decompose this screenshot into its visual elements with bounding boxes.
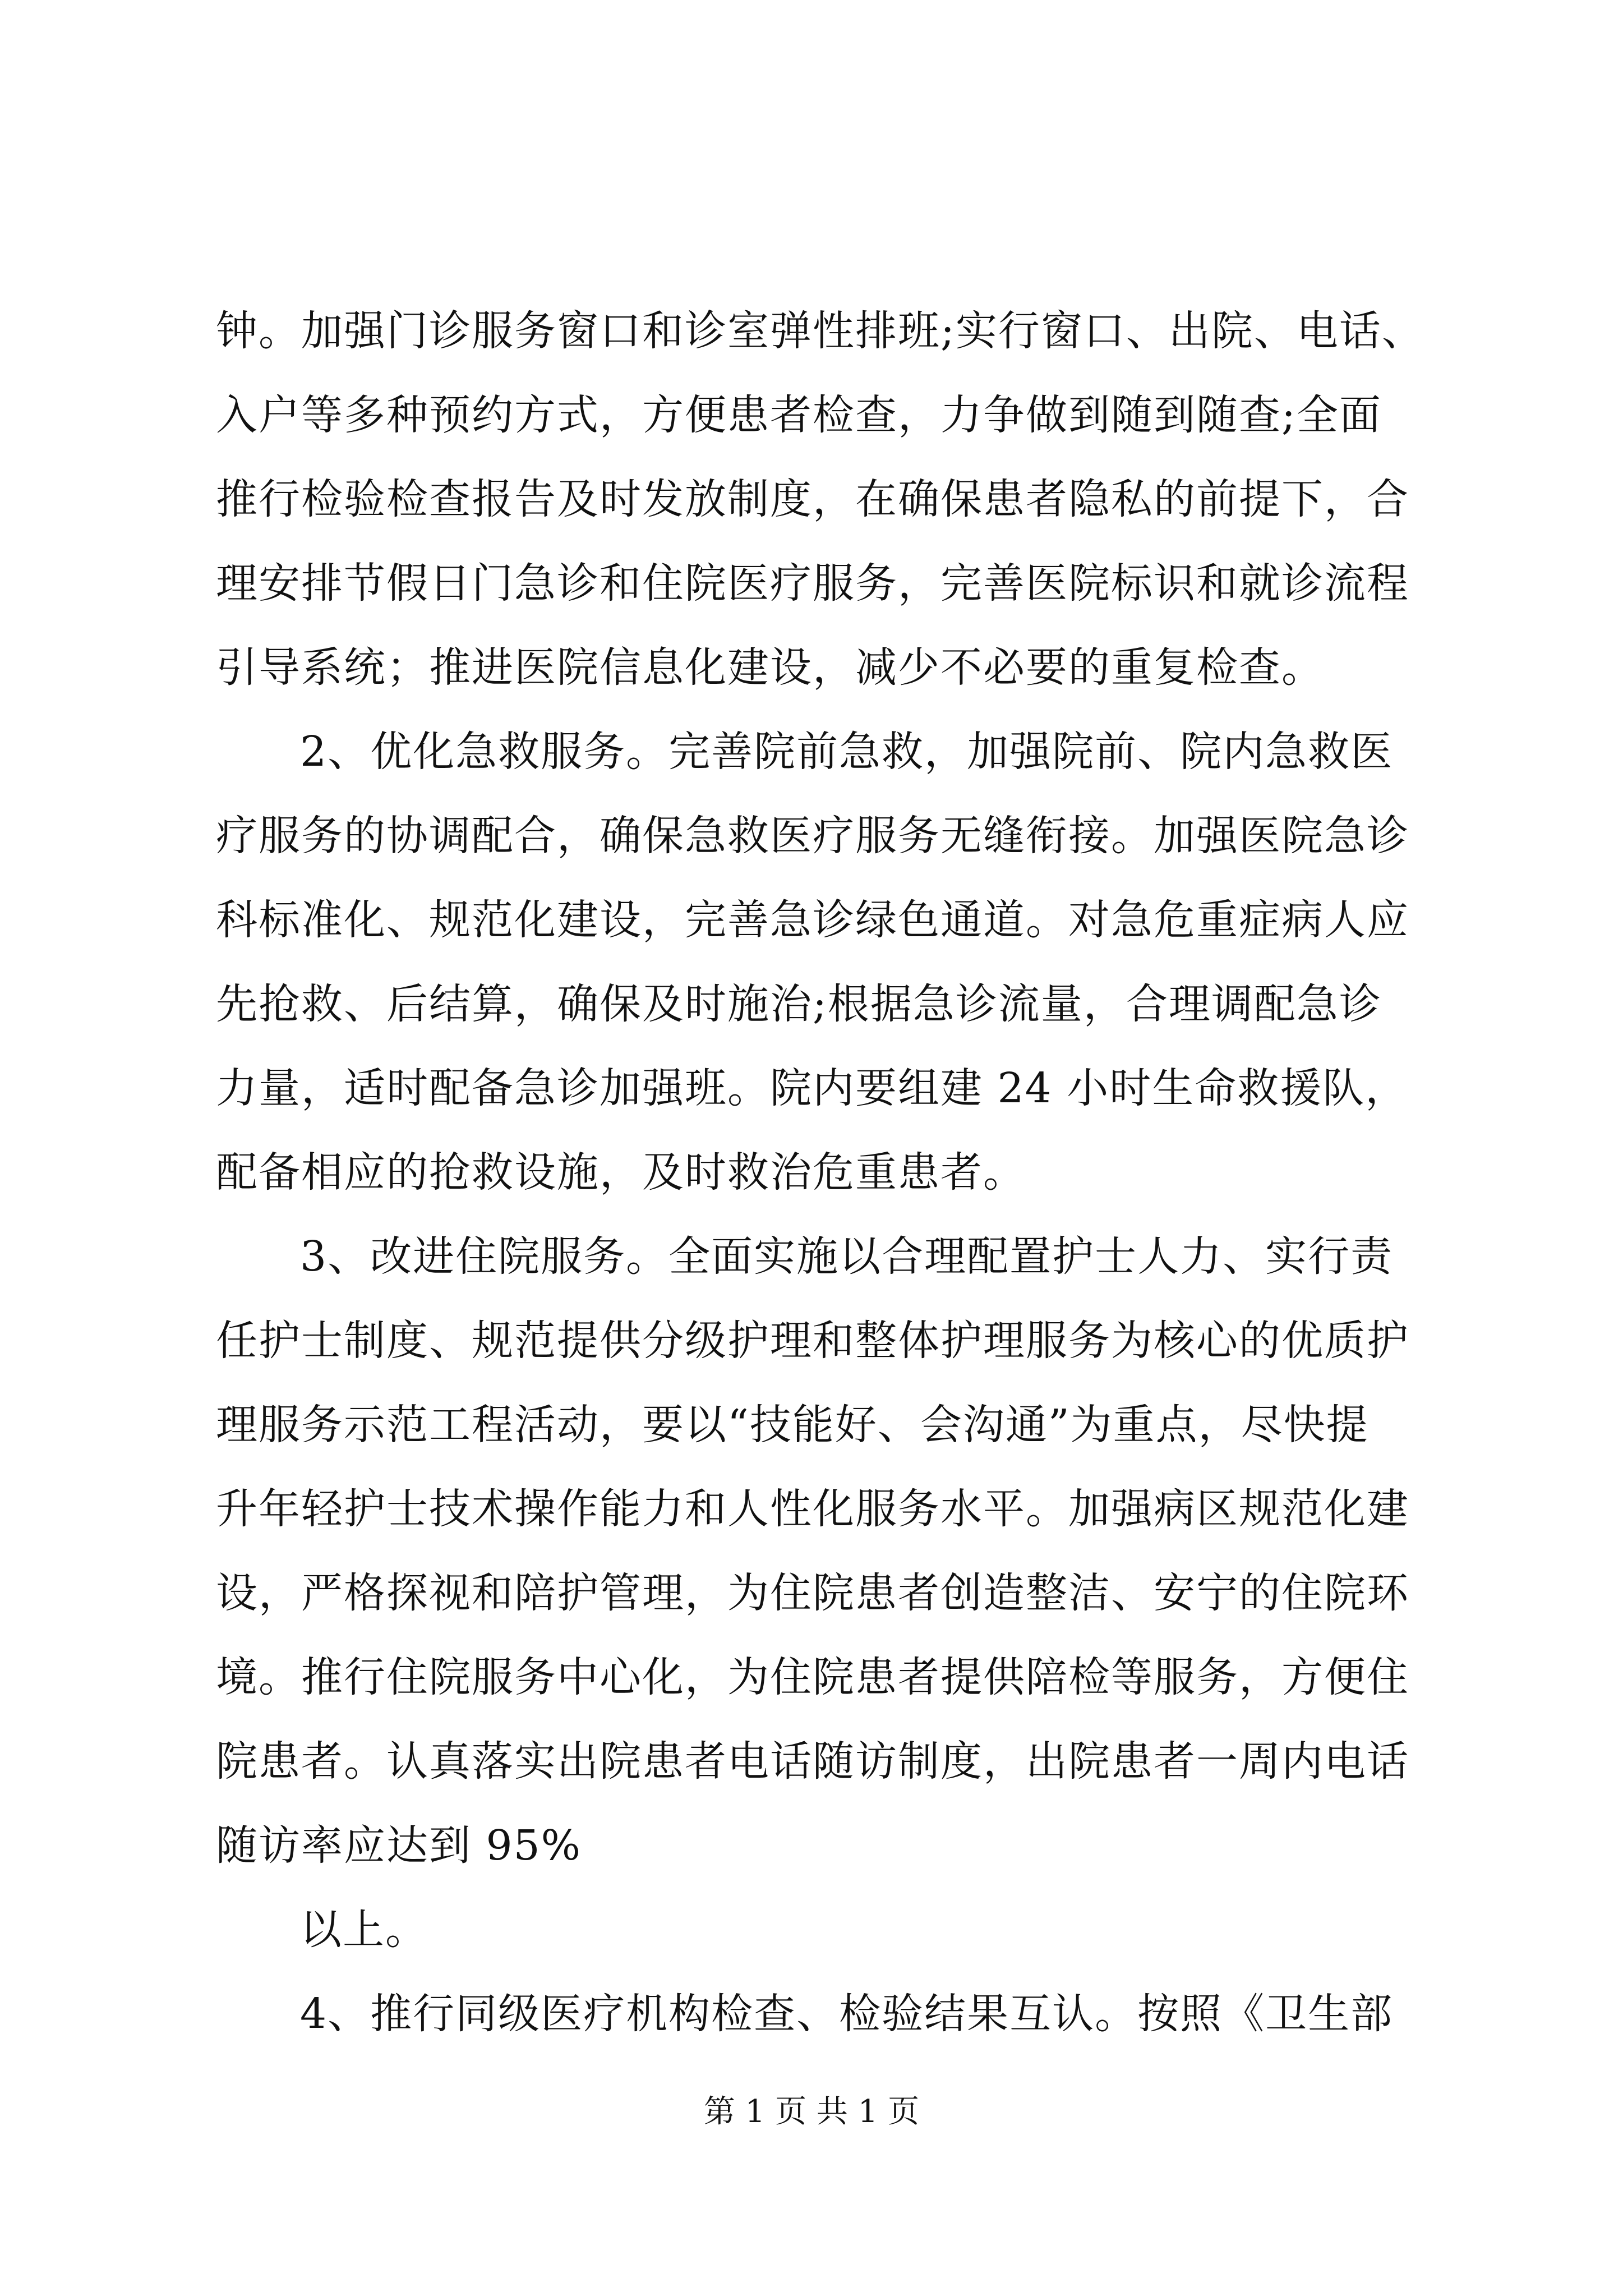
- text-line: 配备相应的抢救设施，及时救治危重患者。: [216, 1148, 1026, 1197]
- page-footer: 第 1 页 共 1 页: [703, 2093, 920, 2130]
- paragraph-start-line: 4、推行同级医疗机构检查、检验结果互认。按照《卫生部: [300, 1990, 1394, 2038]
- text-line: 随访率应达到 95%: [216, 1821, 582, 1870]
- text-line: 入户等多种预约方式，方便患者检查，力争做到随到随查;全面: [216, 391, 1382, 439]
- text-line: 理安排节假日门急诊和住院医疗服务，完善医院标识和就诊流程: [216, 559, 1409, 608]
- text-line: 力量，适时配备急诊加强班。院内要组建 24 小时生命救援队，: [216, 1064, 1408, 1112]
- text-line: 任护士制度、规范提供分级护理和整体护理服务为核心的优质护: [216, 1317, 1409, 1365]
- text-line: 先抢救、后结算，确保及时施治;根据急诊流量，合理调配急诊: [216, 980, 1382, 1028]
- text-line: 设，严格探视和陪护管理，为住院患者创造整洁、安宁的住院环: [216, 1569, 1409, 1617]
- text-line: 科标准化、规范化建设，完善急诊绿色通道。对急危重症病人应: [216, 896, 1409, 944]
- text-line: 钟。加强门诊服务窗口和诊室弹性排班;实行窗口、出院、电话、: [216, 307, 1424, 355]
- text-line: 引导系统；推进医院信息化建设，减少不必要的重复检查。: [216, 643, 1324, 692]
- paragraph-start-line: 2、优化急救服务。完善院前急救，加强院前、院内急救医: [300, 728, 1394, 776]
- text-line: 理服务示范工程活动，要以“技能好、会沟通”为重点，尽快提: [216, 1401, 1369, 1449]
- text-line: 推行检验检查报告及时发放制度，在确保患者隐私的前提下，合: [216, 475, 1409, 523]
- text-line: 院患者。认真落实出院患者电话随访制度，出院患者一周内电话: [216, 1737, 1409, 1786]
- text-line: 升年轻护士技术操作能力和人性化服务水平。加强病区规范化建: [216, 1485, 1409, 1533]
- paragraph-start-line: 以上。: [300, 1906, 428, 1954]
- paragraph-start-line: 3、改进住院服务。全面实施以合理配置护士人力、实行责: [300, 1232, 1394, 1281]
- text-line: 境。推行住院服务中心化，为住院患者提供陪检等服务，方便住: [216, 1653, 1409, 1701]
- text-line: 疗服务的协调配合，确保急救医疗服务无缝衔接。加强医院急诊: [216, 812, 1409, 860]
